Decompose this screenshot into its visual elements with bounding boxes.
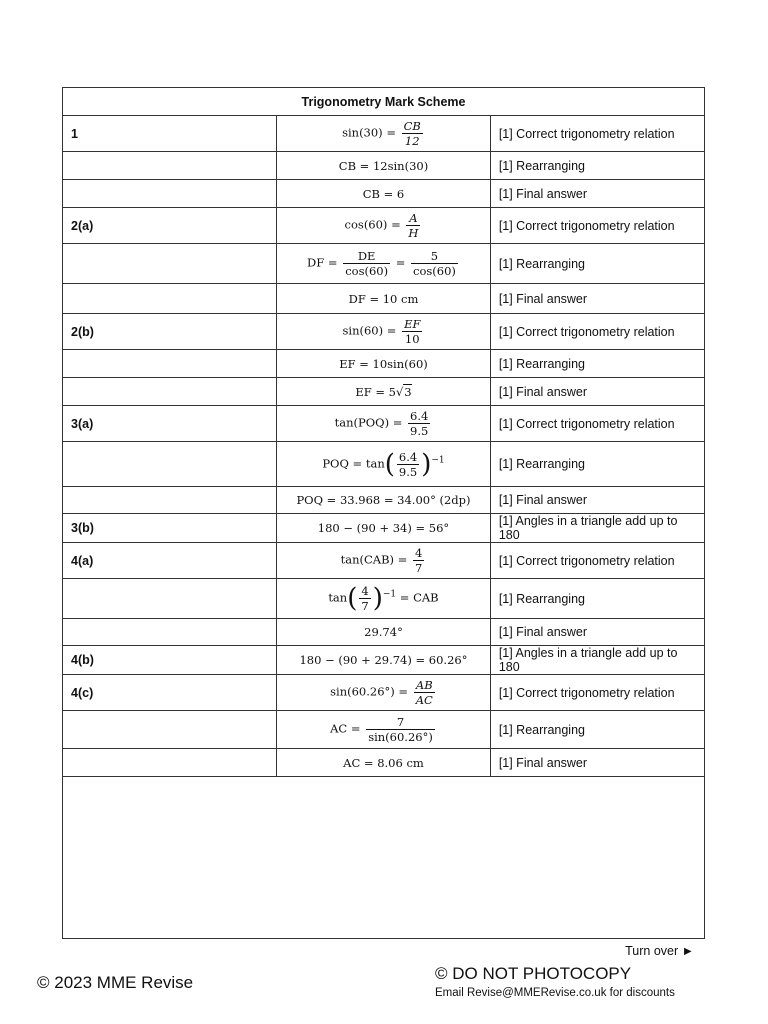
- mark-description: [1] Rearranging: [490, 350, 704, 378]
- table-row: [63, 514, 704, 543]
- working: CB = 6: [277, 180, 491, 208]
- question-number: [63, 180, 277, 208]
- working: [277, 208, 491, 244]
- table-row: [63, 350, 704, 378]
- numerator: 6.4: [410, 409, 429, 423]
- denominator: 7: [415, 561, 423, 575]
- working: 180 − (90 + 29.74) = 60.26°: [277, 646, 491, 675]
- mark-description: [1] Rearranging: [490, 579, 704, 619]
- denominator: 9.5: [410, 424, 429, 438]
- fraction: [402, 119, 423, 148]
- table-row: [63, 152, 704, 180]
- table-row: [63, 244, 704, 284]
- mark-description: [1] Final answer: [490, 378, 704, 406]
- question-number: [63, 244, 277, 284]
- table-row: [63, 314, 704, 350]
- question-number: 3(a): [63, 406, 277, 442]
- working: [277, 442, 491, 487]
- table-row: [63, 543, 704, 579]
- working: 180 − (90 + 34) = 56°: [277, 514, 491, 543]
- working: AC = 8.06 cm: [277, 749, 491, 777]
- working-lhs: tan(CAB) =: [340, 552, 408, 567]
- working: [277, 711, 491, 749]
- numerator: CB: [403, 119, 421, 133]
- numerator: EF: [404, 317, 421, 331]
- question-number: [63, 619, 277, 646]
- working-lhs: cos(60) =: [344, 217, 401, 232]
- working-lhs: sin(60) =: [342, 323, 397, 338]
- working: DF = $\frac{DE}{\cos(60)}$ = $\frac{5}{\cos(60)}$: [277, 244, 491, 284]
- table-row: [63, 711, 704, 749]
- working-lhs: sin(30) =: [342, 125, 396, 140]
- mark-scheme-table-frame: [62, 87, 705, 939]
- table-row: [63, 116, 704, 152]
- numerator: AB: [414, 678, 435, 693]
- fraction: [413, 546, 424, 575]
- table-row: [63, 749, 704, 777]
- exponent: −1: [431, 455, 445, 466]
- table-row: [63, 675, 704, 711]
- table-title-row: [63, 88, 704, 116]
- working: 29.74°: [277, 619, 491, 646]
- working: POQ = 33.968 = 34.00° (2dp): [277, 487, 491, 514]
- denominator: AC: [415, 693, 433, 707]
- mark-description: [1] Correct trigonometry relation: [490, 406, 704, 442]
- working-rhs: = CAB: [399, 590, 439, 605]
- mark-description: [1] Angles in a triangle add up to 180: [490, 646, 704, 675]
- question-number: [63, 378, 277, 406]
- fraction: [366, 715, 435, 744]
- working: EF = 10sin(60): [277, 350, 491, 378]
- question-number: 4(b): [63, 646, 277, 675]
- table-row: [63, 579, 704, 619]
- question-number: 2(a): [63, 208, 277, 244]
- square-root-radicand: 3: [404, 384, 412, 399]
- working-lhs: EF = 5: [355, 384, 396, 399]
- denominator: 10: [404, 332, 420, 346]
- numerator: 4: [415, 546, 423, 560]
- mark-description: [1] Rearranging: [490, 711, 704, 749]
- question-number: [63, 749, 277, 777]
- fraction: [406, 211, 420, 240]
- working: EF = 5√3: [277, 378, 491, 406]
- numerator: 5: [411, 249, 458, 264]
- fraction: [343, 249, 390, 278]
- working-lhs: AC =: [330, 721, 361, 736]
- table-row: [63, 646, 704, 675]
- question-number: [63, 579, 277, 619]
- mark-description: [1] Correct trigonometry relation: [490, 543, 704, 579]
- left-paren: (: [347, 583, 358, 614]
- question-number: [63, 487, 277, 514]
- mark-description: [1] Rearranging: [490, 244, 704, 284]
- denominator: 7: [361, 599, 369, 613]
- mark-description: [1] Rearranging: [490, 152, 704, 180]
- exponent: −1: [382, 589, 397, 600]
- mark-description: [1] Final answer: [490, 619, 704, 646]
- table-row: [63, 487, 704, 514]
- table-row: [63, 406, 704, 442]
- denominator: cos(60): [345, 264, 389, 278]
- mark-description: [1] Rearranging: [490, 442, 704, 487]
- working-lhs: DF =: [307, 255, 338, 270]
- working: [277, 543, 491, 579]
- working: [277, 675, 491, 711]
- working-lhs: sin(60.26°) =: [330, 684, 409, 699]
- working: [277, 314, 491, 350]
- mark-description: [1] Final answer: [490, 180, 704, 208]
- table-row: [63, 442, 704, 487]
- right-paren: ): [372, 583, 383, 614]
- working-lhs: tan: [328, 590, 348, 605]
- mark-description: [1] Correct trigonometry relation: [490, 675, 704, 711]
- fraction: [414, 678, 435, 707]
- question-number: 4(c): [63, 675, 277, 711]
- denominator: sin(60.26°): [368, 730, 433, 744]
- table-row: [63, 180, 704, 208]
- question-number: [63, 442, 277, 487]
- question-number: [63, 284, 277, 314]
- question-number: 4(a): [63, 543, 277, 579]
- working: [277, 116, 491, 152]
- fraction: [411, 249, 458, 278]
- numerator: DE: [343, 249, 390, 264]
- question-number: [63, 350, 277, 378]
- table-row: [63, 378, 704, 406]
- mark-description: [1] Correct trigonometry relation: [490, 314, 704, 350]
- table-row: [63, 208, 704, 244]
- do-not-photocopy-notice: © DO NOT PHOTOCOPY: [435, 964, 632, 983]
- turn-over-label: Turn over ►: [625, 944, 694, 958]
- denominator: H: [408, 226, 419, 240]
- left-paren: (: [384, 449, 395, 479]
- copyright-notice: © 2023 MME Revise: [37, 973, 194, 992]
- fraction: [408, 409, 430, 438]
- fraction: [402, 317, 422, 346]
- working: CB = 12sin(30): [277, 152, 491, 180]
- question-number: 3(b): [63, 514, 277, 543]
- denominator: cos(60): [413, 264, 456, 278]
- mark-description: [1] Correct trigonometry relation: [490, 208, 704, 244]
- mark-scheme-table: [63, 88, 704, 777]
- question-number: [63, 152, 277, 180]
- denominator: 9.5: [398, 464, 418, 479]
- fraction: [397, 450, 419, 479]
- right-paren: ): [421, 449, 432, 479]
- discount-email-note: Email Revise@MMERevise.co.uk for discounts: [435, 987, 675, 999]
- table-row: [63, 619, 704, 646]
- mark-description: [1] Correct trigonometry relation: [490, 116, 704, 152]
- working: [277, 579, 491, 619]
- numerator: 6.4: [398, 449, 418, 464]
- mark-description: [1] Final answer: [490, 487, 704, 514]
- mark-description: [1] Final answer: [490, 284, 704, 314]
- question-number: 1: [63, 116, 277, 152]
- question-number: 2(b): [63, 314, 277, 350]
- fraction: [359, 584, 370, 613]
- working-lhs: POQ = tan: [322, 456, 385, 470]
- working: [277, 406, 491, 442]
- table-row: [63, 284, 704, 314]
- table-title: Trigonometry Mark Scheme: [63, 88, 704, 116]
- question-number: [63, 711, 277, 749]
- mark-description: [1] Final answer: [490, 749, 704, 777]
- numerator: 7: [366, 715, 435, 730]
- numerator: A: [406, 211, 420, 226]
- mark-description: [1] Angles in a triangle add up to 180: [490, 514, 704, 543]
- denominator: 12: [404, 134, 420, 148]
- working: DF = 10 cm: [277, 284, 491, 314]
- numerator: 4: [361, 584, 369, 598]
- working-lhs: tan(POQ) =: [334, 415, 403, 430]
